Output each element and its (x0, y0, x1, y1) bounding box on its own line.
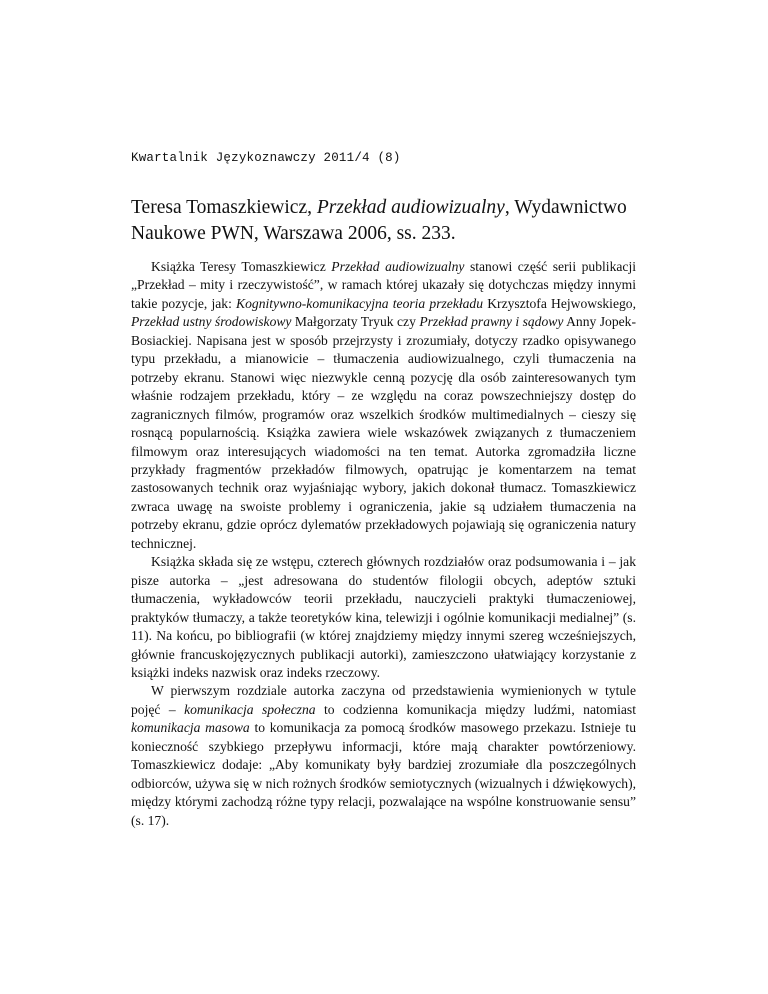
title-book: Przekład audiowizualny (316, 197, 505, 218)
p3-italic-2: komunikacja masowa (131, 720, 250, 736)
p1-italic-3: Przekład ustny środowiskowy (131, 314, 292, 330)
p1-text-2: stanowi część serii publikacji „Przekład – mity i rzeczywistość”, w ramach której ukazały się dotychczas między innymi takie pozycje, jak: (131, 259, 637, 311)
p1-italic-2: Kognitywno-komunikacyjna teoria przekładu (236, 295, 484, 311)
p1-text-4: Małgorzaty Tryuk czy (291, 314, 420, 330)
p1-text-3: Krzysztofa Hejwowskiego, (483, 295, 636, 311)
paragraph-3 (131, 682, 636, 830)
paragraph-1 (131, 258, 636, 553)
p1-text-1: Książka Teresy Tomaszkiewicz (151, 259, 332, 274)
article-title (131, 195, 651, 247)
title-author: Teresa Tomaszkiewicz, (131, 197, 317, 218)
p1-text-5: Anny Jopek-Bosiackiej. Napisana jest w sposób przejrzysty i zrozumiały, dotyczy rzadko opisywanego typu przekładu, a mianowicie – tłumaczenia audiowizualnego, czyli tłumaczenia na potrzeby ekranu. Stanowi więc niezwykle cenną pozycję dla osób zainteresowanych tym właśnie rodzajem przekładu, który – ze względu na coraz powszechniejszy dostęp do zagranicznych filmów, programów oraz wszelkich środków multimedialnych – cieszy się rosnącą popularnością. Książka zawiera wiele wskazówek związanych z tłumaczeniem filmowym oraz interesujących wiadomości na ten temat. Autorka zgromadziła liczne przykłady fragmentów przekładów filmowych, opatrując je komentarzem na temat zastosowanych technik oraz wyjaśniając wybory, jakich dokonał tłumacz. Tomaszkiewicz zwraca uwagę na swoiste problemy i ograniczenia, jakie są udziałem tłumaczenia na potrzeby ekranu, gdzie oprócz dylematów przekładowych pojawiają się ograniczenia natury technicznej. (131, 314, 636, 551)
review-body (131, 258, 636, 830)
p2-text-1: Książka składa się ze wstępu, czterech głównych rozdziałów oraz podsumowania i – jak pisze autorka – „jest adresowana do studentów filologii obcych, adeptów sztuki tłumaczenia, wykładowców teorii przekładu, nauczycieli praktyki tłumaczeniowej, praktyków tłumaczy, a także teoretyków kina, telewizji i ogólnie komunikacji medialnej” (s. 11). Na końcu, po bibliografii (w której znajdziemy między innymi szereg wcześniejszych, głównie francuskojęzycznych publikacji autorki), zamieszczono ułatwiający korzystanie z książki indeks nazwisk oraz indeks rzeczowy. (131, 554, 636, 680)
p3-italic-1: komunikacja społeczna (184, 701, 316, 717)
p3-text-2: to codzienna komunikacja między ludźmi, natomiast (315, 701, 636, 717)
title-publication: , Wydawnictwo Naukowe PWN, Warszawa 2006, ss. 233. (131, 197, 627, 244)
paragraph-2 (131, 553, 636, 682)
p1-italic-1: Przekład audiowizualny (331, 259, 465, 274)
p3-text-3: to komunikacja za pomocą środków masowego przekazu. Istnieje tu konieczność szybkiego przepływu informacji, które mają charakter powtórzeniowy. Tomaszkiewicz dodaje: „Aby komunikaty były bardziej zrozumiałe dla poszczególnych odbiorców, używa się w nich rożnych środków semiotycznych (wizualnych i dźwiękowych), między którymi zachodzą różne typy relacji, pozwalające na wspólne konstruowanie sensu” (s. 17). (131, 720, 636, 828)
p1-italic-4: Przekład prawny i sądowy (419, 314, 564, 330)
running-head: Kwartalnik Językoznawczy 2011/4 (8) (131, 151, 401, 165)
p3-text-1: W pierwszym rozdziale autorka zaczyna od przedstawienia wymienionych w tytule pojęć – (131, 683, 636, 717)
